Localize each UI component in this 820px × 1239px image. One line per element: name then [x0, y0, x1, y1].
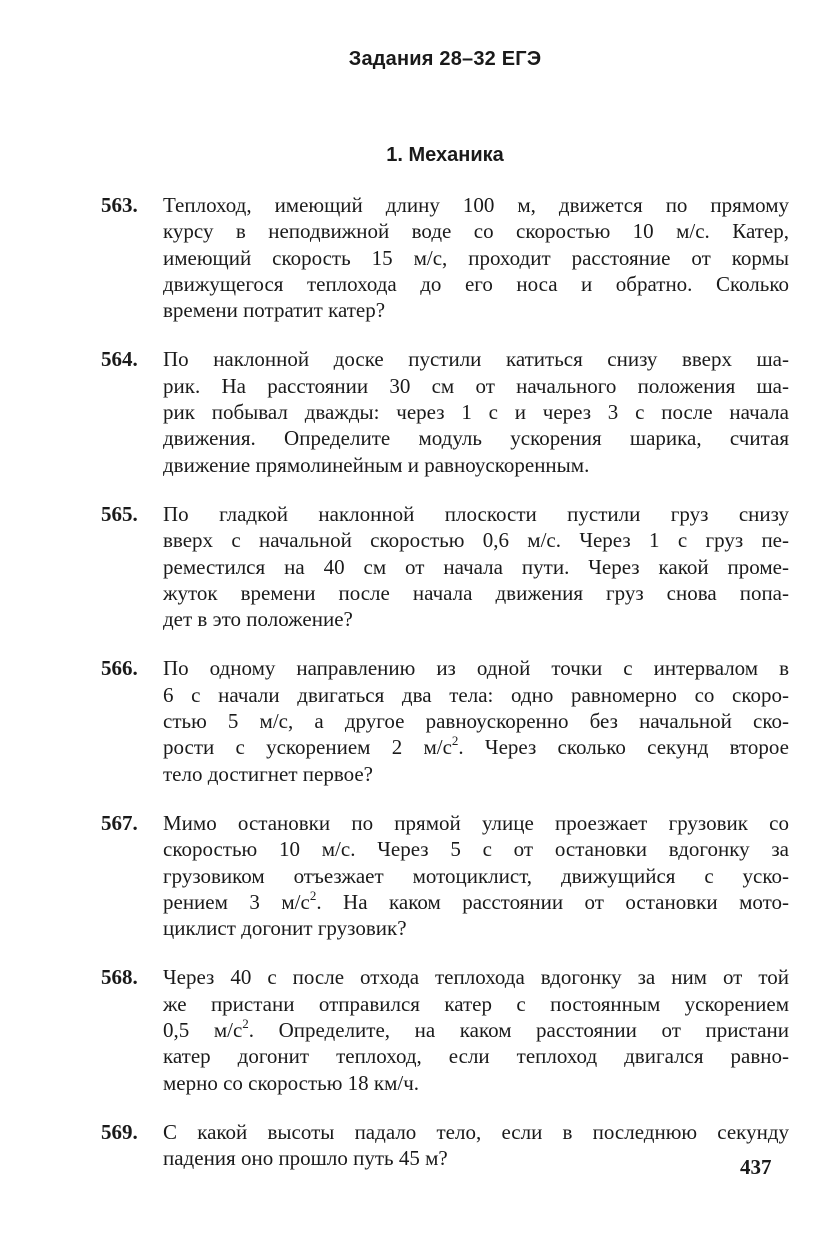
page-number: 437 [740, 1155, 772, 1179]
text-line [163, 889, 789, 915]
superscript: 2 [451, 733, 459, 749]
text-line: скоростью 10 м/с. Через 5 с от остановки вдогонку за [163, 837, 789, 862]
text-line: движения. Определите модуль ускорения шарика, считая [163, 426, 789, 451]
text-line: курсу в неподвижной воде со скоростью 10 м/с. Катер, [163, 219, 789, 244]
text-line: имеющий скорость 15 м/с, проходит расстояние от кормы [163, 245, 789, 270]
text-fragment: . Определите, на каком расстоянии от пристани [248, 1018, 789, 1043]
problem-564 [101, 346, 789, 477]
text-line: Мимо остановки по прямой улице проезжает грузовик со [163, 810, 789, 835]
problem-text [163, 346, 789, 477]
text-line: движущегося теплохода до его носа и обратно. Сколько [163, 271, 789, 296]
problem-568 [101, 964, 789, 1095]
text-line: мерно со скоростью 18 км/ч. [163, 1070, 420, 1095]
text-line: падения оно прошло путь 45 м? [163, 1146, 448, 1171]
problem-text [163, 810, 789, 941]
text-line: грузовиком отъезжает мотоциклист, движущийся с уско- [163, 863, 789, 888]
problem-number: 568. [101, 965, 138, 990]
text-line: времени потратит катер? [163, 298, 386, 323]
text-fragment: . На каком расстоянии от остановки мото- [316, 889, 789, 914]
text-line: рик побывал дважды: через 1 с и через 3 с после начала [163, 400, 789, 425]
problem-text [163, 192, 789, 323]
problem-text [163, 501, 789, 632]
problem-number: 563. [101, 193, 138, 217]
text-line: По гладкой наклонной плоскости пустили груз снизу [163, 501, 789, 526]
text-line: жуток времени после начала движения груз снова попа- [163, 580, 789, 605]
problem-569 [101, 1119, 789, 1172]
text-line: 6 с начали двигаться два тела: одно равномерно со скоро- [163, 682, 789, 707]
problem-number: 566. [101, 656, 138, 681]
section-title: 1. Механика [386, 144, 504, 166]
problem-number: 565. [101, 501, 138, 526]
text-line: тело достигнет первое? [163, 761, 373, 786]
problem-563 [101, 192, 789, 323]
text-line: С какой высоты падало тело, если в последнюю секунду [163, 1119, 789, 1144]
superscript: 2 [309, 887, 317, 903]
problem-list [101, 192, 789, 1195]
text-line: циклист догонит грузовик? [163, 916, 407, 941]
text-fragment: 0,5 м/с [163, 1018, 243, 1043]
text-line [163, 734, 789, 760]
superscript: 2 [242, 1016, 249, 1032]
text-fragment: . Через сколько секунд второе [458, 735, 790, 760]
text-line: вверх с начальной скоростью 0,6 м/с. Через 1 с груз пе- [163, 528, 789, 553]
text-line: же пристани отправился катер с постоянным ускорением [163, 991, 789, 1016]
text-line: рик. На расстоянии 30 см от начального положения ша- [163, 373, 789, 398]
text-line: Через 40 с после отхода теплохода вдогонку за ним от той [163, 965, 789, 990]
text-line: Теплоход, имеющий длину 100 м, движется по прямому [163, 193, 789, 217]
problem-567 [101, 810, 789, 941]
text-fragment: рением 3 м/с [163, 889, 310, 914]
text-line: катер догонит теплоход, если теплоход двигался равно- [163, 1044, 789, 1069]
problem-number: 569. [101, 1119, 138, 1144]
problem-565 [101, 501, 789, 632]
text-line [163, 1017, 789, 1043]
problem-566 [101, 655, 789, 786]
text-line: По наклонной доске пустили катиться снизу вверх ша- [163, 347, 789, 372]
text-fragment: рости с ускорением 2 м/с [163, 735, 452, 760]
page-header: Задания 28–32 ЕГЭ [348, 48, 542, 70]
problem-text [163, 655, 789, 786]
text-line: дет в это положение? [163, 607, 353, 632]
problem-number: 567. [101, 810, 138, 835]
text-line: движение прямолинейным и равноускоренным. [163, 452, 590, 477]
problem-text [163, 1119, 789, 1172]
text-line: реместился на 40 см от начала пути. Через какой проме- [163, 554, 789, 579]
problem-number: 564. [101, 347, 138, 372]
text-line: По одному направлению из одной точки с интервалом в [163, 656, 789, 681]
text-line: стью 5 м/с, а другое равноускоренно без начальной ско- [163, 709, 789, 734]
problem-text [163, 964, 789, 1095]
